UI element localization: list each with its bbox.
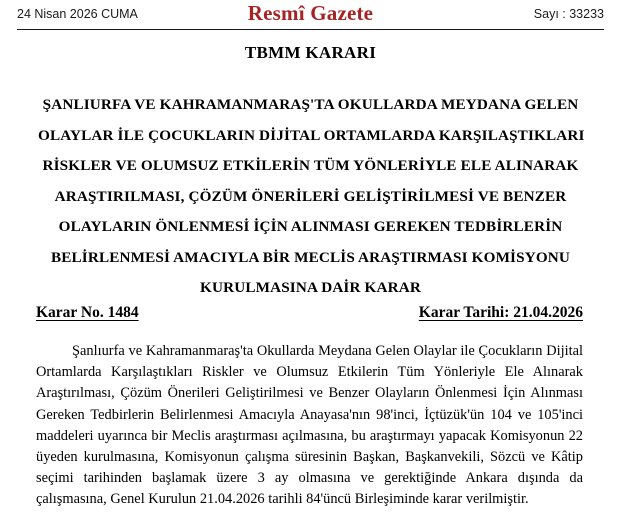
issue-number: Sayı : 33233 (533, 7, 604, 21)
document-title-line: BELİRLENMESİ AMACIYLA BİR MECLİS ARAŞTIRMASI KOMİSYONU (50, 248, 571, 266)
publication-date: 24 Nisan 2026 CUMA (17, 7, 138, 21)
decision-body-paragraph: Şanlıurfa ve Kahramanmaraş'ta Okullarda Meydana Gelen Olaylar ile Çocukların Dijital Ortamlarda Karşılaştıkları Riskler ve Olumsuz Etkilerin Tüm Yönleriyle Ele Alınarak Araştırılması, Çözüm Önerileri Geliştirilmesi ve Benzer Olayların Önlenmesi İçin Alınması Gereken Tedbirlerin Belirlenmesi Amacıyla Anayasa'nın 98'inci, İçtüzük'ün 104 ve 105'inci maddeleri uyarınca bir Meclis araştırması açılmasına, bu araştırmayı yapacak Komisyonun 22 üyeden kurulmasına, Komisyonun çalışma süresinin Başkan, Başkanvekili, Sözcü ve Kâtip seçimi tarihinden başlamak üzere 3 ay olmasına ve gerektiğinde Ankara dışında da çalışmasına, Genel Kurulun 21.04.2026 tarihli 84'üncü Birleşiminde karar verilmiştir. (36, 343, 583, 508)
document-title-line: OLAYLAR İLE ÇOCUKLARIN DİJİTAL ORTAMLARDA KARŞILAŞTIKLARI (38, 126, 585, 144)
document-title-line: ŞANLIURFA VE KAHRAMANMARAŞ'TA OKULLARDA MEYDANA GELEN (42, 96, 579, 113)
document-title-line: RİSKLER VE OLUMSUZ ETKİLERİN TÜM YÖNLERİYLE ELE ALINARAK (42, 157, 579, 174)
document-title (38, 90, 583, 304)
document-title-line: ARAŞTIRILMASI, ÇÖZÜM ÖNERİLERİ GELİŞTİRİLMESİ VE BENZER (54, 187, 567, 205)
document-title-line: OLAYLARIN ÖNLENMESİ İÇİN ALINMASI GEREKEN TEDBİRLERİN (58, 218, 563, 235)
gazette-masthead-title: Resmî Gazete (247, 1, 374, 25)
document-title-line: KURULMASINA DAİR KARAR (200, 279, 421, 296)
header-divider (17, 29, 604, 30)
decision-number: Karar No. 1484 (36, 304, 139, 321)
decision-meta-row (36, 303, 583, 323)
document-kind-heading: TBMM KARARI (244, 43, 377, 62)
decision-date: Karar Tarihi: 21.04.2026 (418, 304, 583, 321)
